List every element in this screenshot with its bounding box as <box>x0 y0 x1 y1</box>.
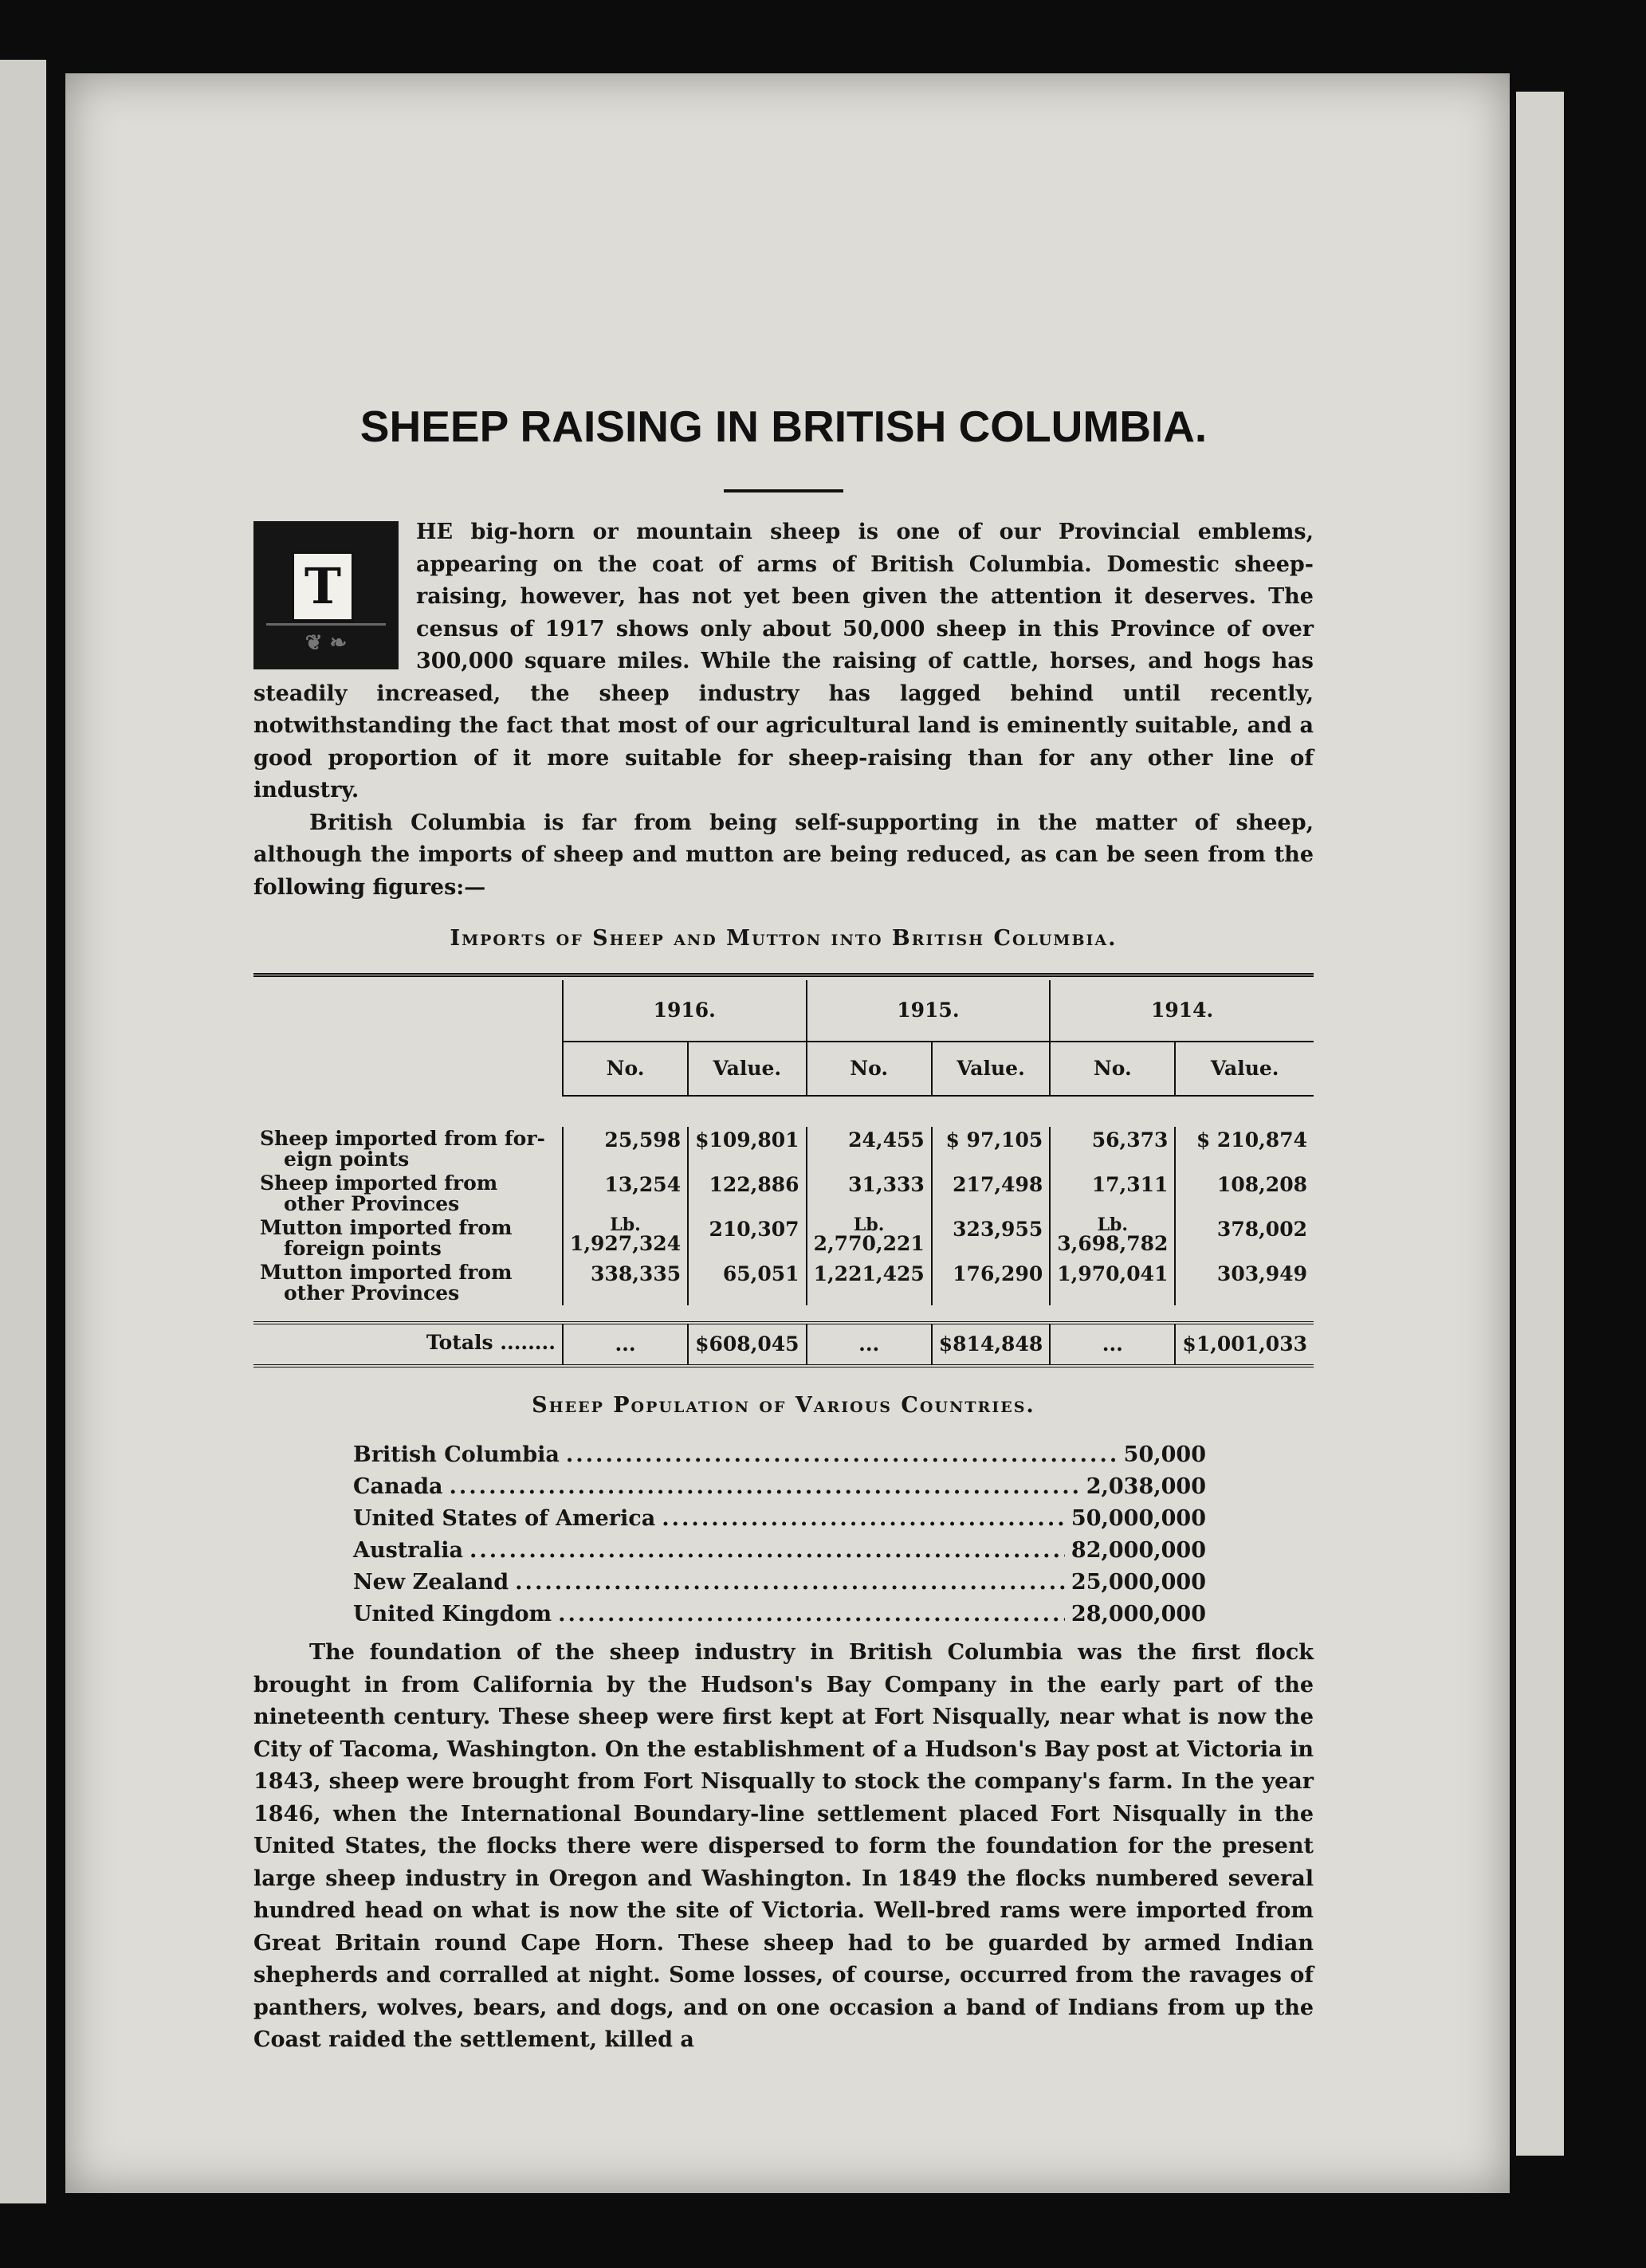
drop-cap-ornament <box>253 521 399 669</box>
table-row: Mutton imported from other Provinces 338,335 65,051 1,221,425 176,290 1,970,041 303,949 <box>253 1261 1314 1305</box>
year-header-1914: 1914. <box>1050 980 1314 1042</box>
ornament-icon: ❦ ❧ <box>266 623 386 661</box>
year-header-1915: 1915. <box>807 980 1051 1042</box>
list-item: United States of America ..... 50,000,000 <box>353 1503 1206 1535</box>
col-header-no: No. <box>1050 1042 1175 1096</box>
unit-label: Lb. <box>610 1214 641 1235</box>
list-item: United Kingdom ..... 28,000,000 <box>353 1599 1206 1630</box>
paragraph-history: The foundation of the sheep industry in British Columbia was the first flock brought in from California by the Hudson's Bay Company in the early part of the nineteenth century. These sheep were first kept at Fort Nisqually, near what is now the City of Tacoma, Washington. On the establishment of a Hudson's Bay post at Victoria in 1843, sheep were brought from Fort Nisqually to stock the company's farm. In the year 1846, when the International Boundary-line settlement placed Fort Nisqually in the United States, the flocks there were dispersed to form the foundation for the present large sheep industry in Oregon and Washington. In 1849 the flocks numbered several hundred head on what is now the site of Victoria. Well-bred rams were imported from Great Britain round Cape Horn. These sheep had to be guarded by armed Indian shepherds and corralled at night. Some losses, of course, occurred from the ravages of panthers, wolves, bears, and dogs, and on one occasion a band of Indians from up the Coast raided the settlement, killed a <box>253 1640 1314 2052</box>
row-label-header <box>253 980 563 1096</box>
list-item: New Zealand ..... 25,000,000 <box>353 1567 1206 1599</box>
imports-caption: Imports of Sheep and Mutton into British Columbia. <box>450 926 1118 951</box>
table-row: Mutton imported from foreign points Lb. 1,927,324 210,307 Lb. 2,770,221 323,955 Lb. 3,698,782 378,002 <box>253 1216 1314 1261</box>
col-header-value: Value. <box>688 1042 806 1096</box>
col-header-no: No. <box>563 1042 688 1096</box>
intro-text: HE big-horn or mountain sheep is one of our Provincial emblems, appearing on the coat of arms of British Columbia. Domestic sheep-raising, however, has not yet been given the attention it deserves. The census of 1917 shows only about 50,000 sheep in this Province of over 300,000 square miles. While the raising of cattle, horses, and hogs has steadily increased, the sheep industry has lagged behind until recently, notwithstanding the fact that most of our agricultural land is eminently suitable, and a good proportion of it more suitable for sheep-raising than for any other line of industry. <box>253 520 1314 802</box>
paragraph-imports: British Columbia is far from being self-supporting in the matter of sheep, although the imports of sheep and mutton are being reduced, as can be seen from the following figures:— <box>253 810 1314 900</box>
population-list <box>353 1439 1206 1630</box>
list-item: Australia ..... 82,000,000 <box>353 1535 1206 1567</box>
table-row: Sheep imported from for- eign points 25,598 $109,801 24,455 $ 97,105 56,373 $ 210,874 <box>253 1127 1314 1171</box>
drop-cap-letter: T <box>292 551 354 622</box>
year-header-1916: 1916. <box>563 980 807 1042</box>
right-page-edge <box>1516 92 1564 2156</box>
intro-paragraph <box>253 516 1314 807</box>
article <box>253 398 1314 2057</box>
left-page-edge <box>0 60 46 2203</box>
unit-label: Lb. <box>1097 1214 1129 1235</box>
imports-table <box>253 973 1314 1371</box>
list-item: Canada ..... 2,038,000 <box>353 1471 1206 1503</box>
unit-label: Lb. <box>853 1214 885 1235</box>
list-item: British Columbia ..... 50,000 <box>353 1439 1206 1471</box>
col-header-value: Value. <box>932 1042 1050 1096</box>
table-row: Sheep imported from other Provinces 13,254 122,886 31,333 217,498 17,311 108,208 <box>253 1171 1314 1216</box>
title-rule <box>724 489 843 492</box>
page-title: SHEEP RAISING IN BRITISH COLUMBIA. <box>359 402 1208 451</box>
totals-row: Totals ........ ... $608,045 ... $814,848 ... $1,001,033 <box>253 1323 1314 1366</box>
population-caption: Sheep Population of Various Countries. <box>532 1392 1035 1418</box>
col-header-value: Value. <box>1175 1042 1314 1096</box>
col-header-no: No. <box>807 1042 932 1096</box>
